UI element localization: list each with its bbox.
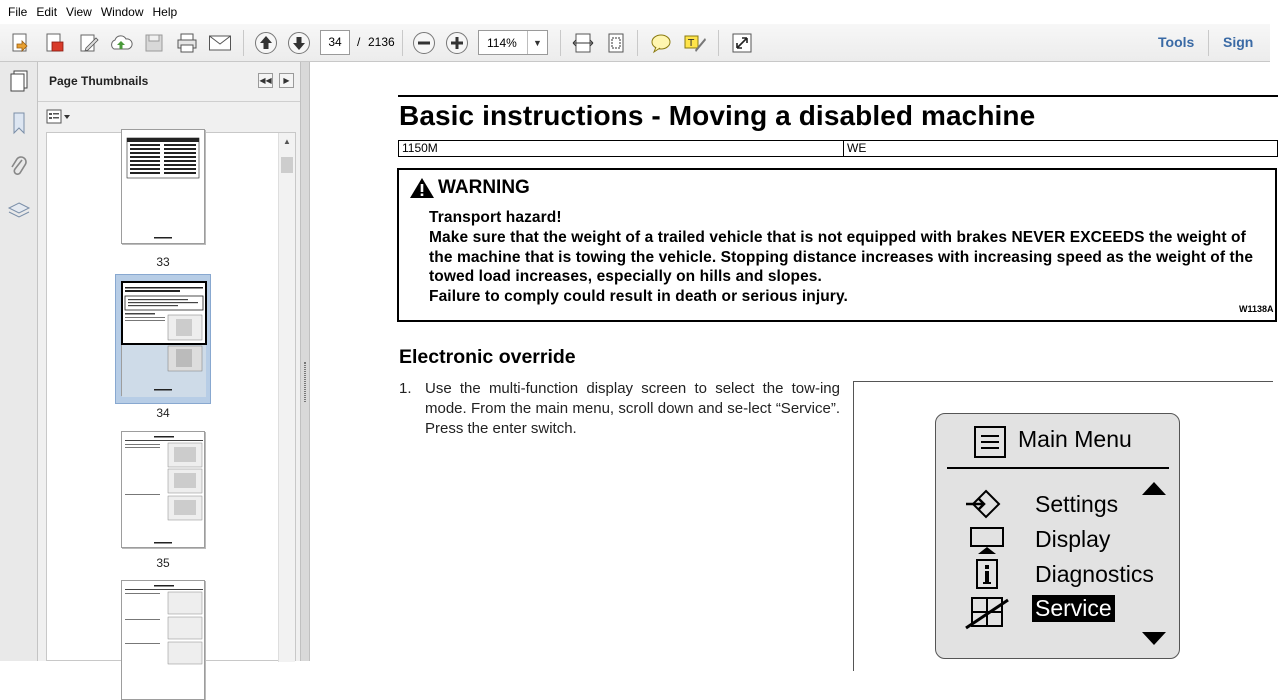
panel-splitter[interactable] xyxy=(300,62,310,661)
comment-icon[interactable] xyxy=(648,30,674,56)
menu-item-display: Display xyxy=(1035,526,1111,552)
title-rule xyxy=(398,95,1278,97)
thumbnails-scrollbar[interactable] xyxy=(278,133,295,662)
thumbnail-page-34[interactable] xyxy=(121,281,205,396)
email-icon[interactable] xyxy=(207,30,233,56)
page-number-input[interactable]: 34 xyxy=(320,30,350,55)
upload-cloud-icon[interactable] xyxy=(108,30,134,56)
page-title: Basic instructions - Moving a disabled machine xyxy=(399,100,1036,131)
scroll-up-arrow-icon xyxy=(1142,482,1166,495)
warning-heading xyxy=(409,177,530,199)
edit-pdf-icon[interactable] xyxy=(76,30,102,56)
navigation-rail xyxy=(0,62,38,661)
info-icon xyxy=(975,558,999,590)
sign-link[interactable]: Sign xyxy=(1223,34,1254,50)
menu-item-settings: Settings xyxy=(1035,491,1119,517)
menu-file[interactable]: File xyxy=(8,5,28,19)
menu-bar xyxy=(0,0,1270,24)
zoom-in-icon[interactable] xyxy=(444,30,470,56)
highlight-text-icon[interactable] xyxy=(682,30,708,56)
display-screen xyxy=(935,413,1180,659)
attachments-icon[interactable] xyxy=(6,154,32,180)
model-table xyxy=(398,140,1278,157)
fullscreen-icon[interactable] xyxy=(729,30,755,56)
close-panel-icon[interactable]: ▶ xyxy=(279,73,294,88)
scroll-down-arrow-icon xyxy=(1142,632,1166,645)
zoom-select[interactable] xyxy=(478,30,548,55)
thumbnail-label: 33 xyxy=(156,255,170,269)
thumbnail-page-33[interactable] xyxy=(121,129,205,244)
create-pdf-icon[interactable] xyxy=(8,30,34,56)
fit-page-icon[interactable] xyxy=(603,30,629,56)
menu-item-service: Service xyxy=(1032,595,1115,622)
bookmarks-icon[interactable] xyxy=(6,110,32,136)
tools-link[interactable]: Tools xyxy=(1158,34,1195,50)
next-page-icon[interactable] xyxy=(286,30,312,56)
zoom-value: 114% xyxy=(487,36,517,50)
print-icon[interactable] xyxy=(174,30,200,56)
thumbnail-label: 35 xyxy=(156,556,170,570)
menu-item-diagnostics: Diagnostics xyxy=(1035,561,1154,587)
warning-icon xyxy=(409,177,435,199)
page-separator: / xyxy=(357,35,361,49)
page-thumbnails-icon[interactable] xyxy=(6,68,32,94)
warning-title: WARNING xyxy=(438,177,530,198)
warning-text xyxy=(429,208,1264,307)
thumbnail-page-36[interactable] xyxy=(121,580,205,700)
thumbnails-list xyxy=(46,132,296,661)
section-heading: Electronic override xyxy=(399,346,576,368)
screen-title: Main Menu xyxy=(1018,426,1132,452)
menu-view[interactable]: View xyxy=(66,5,92,19)
figure-frame xyxy=(853,381,1273,671)
menu-window[interactable]: Window xyxy=(100,5,144,19)
menu-edit[interactable]: Edit xyxy=(36,5,58,19)
warning-line: Transport hazard! xyxy=(429,209,562,226)
fit-page-width-icon[interactable] xyxy=(570,30,596,56)
layers-icon[interactable] xyxy=(6,198,32,224)
zoom-out-icon[interactable] xyxy=(411,30,437,56)
monitor-icon xyxy=(968,526,1006,556)
model-cell: 1150M xyxy=(399,141,844,156)
thumbnail-label: 34 xyxy=(156,406,170,420)
chevron-down-icon[interactable]: ▼ xyxy=(527,31,547,54)
region-cell: WE xyxy=(847,141,867,155)
export-pdf-icon[interactable] xyxy=(42,30,68,56)
thumbnail-options-button[interactable] xyxy=(46,108,72,126)
save-icon[interactable] xyxy=(141,30,167,56)
previous-page-icon[interactable] xyxy=(253,30,279,56)
scroll-thumb[interactable] xyxy=(281,157,293,173)
toolbar xyxy=(0,24,1270,62)
settings-arrow-icon xyxy=(964,488,1008,520)
menu-help[interactable]: Help xyxy=(152,5,178,19)
panel-title: Page Thumbnails xyxy=(49,74,149,88)
warning-code: W1138A xyxy=(1239,304,1274,314)
warning-line: Make sure that the weight of a trailed vehicle that is not equipped with brakes NEVER EXCEEDS the weight of the machine that is towing the vehicle. Stopping distance increases with increasing speed as the weight of the towed load increases, especially on hills and slopes. xyxy=(429,228,1254,286)
warning-line: Failure to comply could result in death or serious injury. xyxy=(429,288,848,306)
menu-list-icon xyxy=(973,425,1007,459)
step-text: Use the multi-function display screen to select the tow-ing mode. From the main menu, scroll down and se-lect “Service”. Press the enter switch. xyxy=(425,380,840,437)
warning-box xyxy=(397,168,1277,322)
panel-header xyxy=(38,62,300,102)
step-number: 1. xyxy=(399,380,412,397)
page-total: 2136 xyxy=(368,35,395,49)
thumbnails-panel xyxy=(38,62,300,661)
screen-divider xyxy=(947,467,1169,469)
thumbnail-page-35[interactable] xyxy=(121,431,205,548)
service-wrench-icon xyxy=(964,594,1010,632)
scroll-up-icon[interactable]: ▲ xyxy=(283,137,291,146)
collapse-panel-icon[interactable]: ◀◀ xyxy=(258,73,273,88)
svg-text:T: T xyxy=(688,38,695,49)
document-view xyxy=(310,62,1274,661)
